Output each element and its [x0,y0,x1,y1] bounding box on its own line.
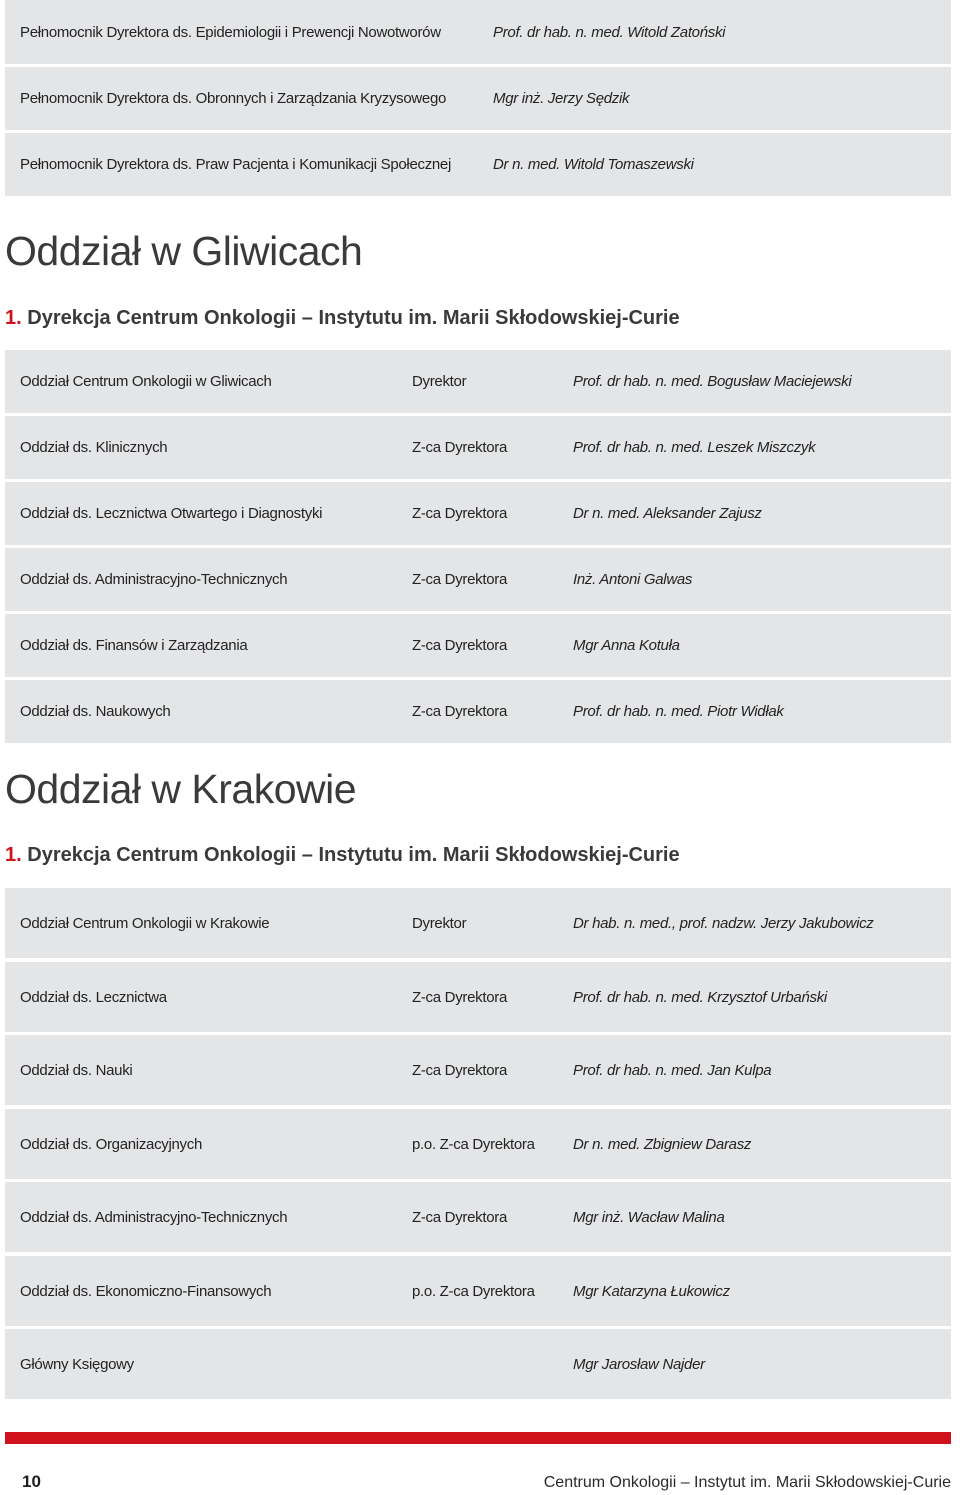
row-role: Z-ca Dyrektora [412,439,507,456]
row-person: Dr n. med. Zbigniew Darasz [573,1135,752,1153]
section-title-krakow: Oddział w Krakowie [5,766,357,812]
row-unit: Oddział ds. Administracyjno-Technicznych [20,571,288,588]
row-unit: Oddział ds. Finansów i Zarządzania [20,637,248,654]
footer-divider [5,1432,951,1444]
row-role: Dyrektor [412,914,467,932]
table-row [5,1182,951,1252]
row-unit: Oddział ds. Lecznictwa [20,988,167,1006]
row-unit: Pełnomocnik Dyrektora ds. Obronnych i Zarządzania Kryzysowego [20,90,447,107]
row-role: p.o. Z-ca Dyrektora [412,1135,535,1153]
page-number: 10 [22,1472,41,1491]
table-row [5,416,951,479]
row-unit: Oddział Centrum Onkologii w Krakowie [20,914,270,932]
table-row [5,350,951,413]
row-role: p.o. Z-ca Dyrektora [412,1282,535,1300]
table-row [5,614,951,677]
table-row [5,680,951,743]
row-role: Z-ca Dyrektora [412,703,507,720]
table-row [5,67,951,130]
row-unit: Oddział ds. Organizacyjnych [20,1135,202,1153]
row-person: Mgr Jarosław Najder [573,1355,705,1373]
row-role: Dyrektor [412,373,467,390]
row-person: Prof. dr hab. n. med. Leszek Miszczyk [573,439,816,456]
table-row [5,0,951,64]
row-person: Dr n. med. Aleksander Zajusz [573,505,762,522]
row-role: Z-ca Dyrektora [412,637,507,654]
row-unit: Oddział ds. Naukowych [20,703,171,720]
row-person: Mgr inż. Wacław Malina [573,1208,725,1226]
row-person: Prof. dr hab. n. med. Piotr Widłak [573,703,784,720]
table-row [5,1109,951,1179]
subsection-title-krakow [5,844,680,867]
row-person: Mgr inż. Jerzy Sędzik [493,90,630,107]
table-row [5,888,951,958]
row-role: Z-ca Dyrektora [412,505,507,522]
row-unit: Oddział ds. Klinicznych [20,439,168,456]
row-person: Dr hab. n. med., prof. nadzw. Jerzy Jakubowicz [573,914,874,932]
row-person: Prof. dr hab. n. med. Witold Zatoński [493,23,726,41]
table-row [5,1256,951,1326]
subsection-number: 1. [5,844,22,866]
row-unit: Pełnomocnik Dyrektora ds. Praw Pacjenta i Komunikacji Społecznej [20,156,452,173]
row-unit: Oddział ds. Lecznictwa Otwartego i Diagnostyki [20,505,323,522]
publication-title: Centrum Onkologii – Instytut im. Marii Skłodowskiej-Curie [543,1474,951,1491]
row-person: Prof. dr hab. n. med. Krzysztof Urbański [573,988,827,1006]
row-unit: Oddział ds. Administracyjno-Technicznych [20,1208,288,1226]
table-row [5,962,951,1032]
subsection-text: Dyrekcja Centrum Onkologii – Instytutu im. Marii Skłodowskiej-Curie [27,844,680,866]
row-role: Z-ca Dyrektora [412,571,507,588]
row-role: Z-ca Dyrektora [412,988,507,1006]
row-unit: Oddział ds. Ekonomiczno-Finansowych [20,1282,272,1300]
table-row [5,133,951,196]
row-person: Inż. Antoni Galwas [573,571,693,588]
row-unit: Oddział ds. Nauki [20,1061,133,1079]
row-person: Prof. dr hab. n. med. Bogusław Maciejewski [573,373,852,390]
section-title-gliwice: Oddział w Gliwicach [5,228,363,274]
row-role: Z-ca Dyrektora [412,1208,507,1226]
row-person: Mgr Anna Kotuła [573,637,680,654]
row-person: Dr n. med. Witold Tomaszewski [493,156,694,173]
subsection-text: Dyrekcja Centrum Onkologii – Instytutu im. Marii Skłodowskiej-Curie [27,307,680,329]
row-unit: Oddział Centrum Onkologii w Gliwicach [20,373,272,390]
row-person: Mgr Katarzyna Łukowicz [573,1282,730,1300]
row-unit: Pełnomocnik Dyrektora ds. Epidemiologii i Prewencji Nowotworów [20,23,441,41]
table-row [5,548,951,611]
row-unit: Główny Księgowy [20,1355,134,1373]
table-row [5,1035,951,1105]
row-person: Prof. dr hab. n. med. Jan Kulpa [573,1061,772,1079]
table-row [5,482,951,545]
row-role: Z-ca Dyrektora [412,1061,507,1079]
subsection-number: 1. [5,307,22,329]
table-row [5,1329,951,1399]
subsection-title-gliwice [5,307,680,330]
